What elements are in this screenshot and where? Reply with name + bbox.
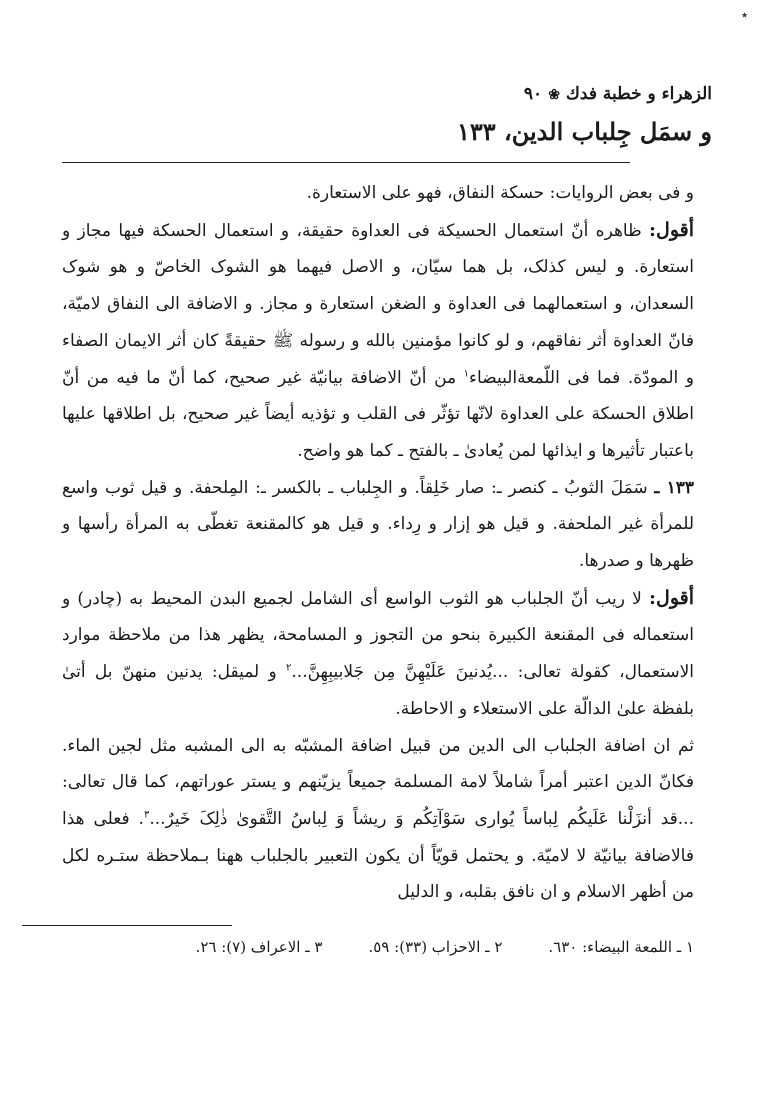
paragraph-4-cont: و لميقل: يدنين منهنّ بل أتىٰ بلفظة علىٰ الدالّة على الاستعلاء و الاحاطة. (62, 662, 694, 719)
footnote-mark-3: ٣ (143, 809, 150, 821)
paragraph-5-text: ثم ان اضافة الجلباب الى الدين من قبيل اضافة المشبّه به الى المشبه مثل لجين الماء. فكانّ الدين اعتبر أمراً شاملاً لامة المسلمة جميعاً يزيّنهم و يستر عوراتهم، كما قال تعالى: ...قد أنزَلْنا عَلَيكُم لِباساً يُوارى سَوْآتِكُم وَ ريشاً وَ لِباسُ التَّقوىٰ ذٰلِکَ خَيرٌ... (62, 735, 694, 829)
header-title: الزهراء و خطبة فدك (565, 84, 712, 104)
footnote-1: ١ ـ اللمعة البيضاء: ٦٣٠. (548, 938, 694, 957)
paragraph-1: و فى بعض الروايات: حسكة النفاق، فهو على الاستعارة. (306, 183, 694, 203)
paragraph-3-text: سَمَلَ الثوبُ ـ كنصر ـ: صار خَلِقاً. و الجِلباب ـ بالكسر ـ: المِلحفة. و قيل ثوب واسع للمرأة غير الملحفة. و قيل هو إزار و رِداء. و قيل هو كالمقنعة تغطّى به المرأة رأسها و ظهرها و صدرها. (62, 477, 694, 572)
footnote-rule (22, 925, 232, 926)
main-body (62, 175, 712, 911)
paragraph-4-text: لا ريب أنّ الجلباب هو الثوب الواسع أى الشامل لجميع البدن المحيط به (چادر) و استعماله فى المقنعة الكبيرة بنحو من التجوز و المسامحة، يظهر هذا من ملاحظة موارد الاستعمال، كقولة تعالى: ...يُدنينَ عَلَيْهِنَّ مِن جَلابيبِهِنَّ... (62, 588, 694, 683)
footnote-mark-2: ٢ (286, 662, 292, 674)
page-number: ٩٠ (523, 84, 543, 104)
entry-number: ١٣٣ ـ (654, 477, 694, 498)
document-page (62, 84, 712, 956)
corner-mark: ٭ (741, 8, 749, 23)
paragraph-2-cont: من أنّ الاضافة بيانيّة غير صحيح، كما أنّ ما فيه من أنّ اطلاق الحسكة على العداوة لانّها تؤثّر فى القلب و تؤذيه أيضاً غير صحيح، بل اطلاقها عليها باعتبار تأثيرها و ايذائها لمن يُعادىٰ ـ بالفتح ـ كما هو واضح. (62, 367, 694, 461)
paragraph-2 (62, 212, 712, 470)
footnotes (62, 938, 712, 956)
aqulu-label: أقول: (649, 218, 695, 241)
paragraph-5 (62, 728, 712, 912)
running-head (62, 84, 712, 104)
footnote-2: ٢ ـ الاحزاب (٣٣): ٥٩. (368, 938, 503, 957)
footnote-3: ٣ ـ الاعراف (٧): ٢٦. (195, 938, 323, 957)
carryover-text-line: و سمَل جِلباب الدين، ١٣٣ (456, 117, 712, 146)
paragraph-5-cont: . فعلى هذا فالاضافة بيانيّة لا لاميّة. و يحتمل قويّاً أن يكون التعبير بالجلباب ههنا بـملاحظة ستـره لكل من أظهر الاسلام و ان نافق بقلبه، و الدليل (62, 808, 694, 903)
paragraph-2-text: ظاهره أنّ استعمال الحسيكة فى العداوة حقيقة، و استعمال الحسكة فيها مجاز و استعارة. و ليس كذلک، بل هما سيّان، و الاصل فيهما هو الشوک الخاصّ و هو شوک السعدان، و استعمالهما فى العداوة و الضغن استعارة و مجاز. و الاضافة الى النفاق لاميّة، فانّ العداوة أثر نفاقهم، و لو كانوا مؤمنين بالله و رسوله ﷺ حقيقةً كان أثر الايمان الصفاء و المودّة. فما فى اللّمعةالبيضاء (62, 220, 694, 388)
paragraph-3 (62, 470, 712, 580)
footnote-mark-1: ١ (463, 367, 470, 379)
paragraph-4 (62, 580, 712, 728)
aqulu-label-2: أقول: (649, 586, 695, 609)
text-separator-rule (62, 162, 630, 163)
header-separator-icon: ❀ (548, 87, 560, 103)
